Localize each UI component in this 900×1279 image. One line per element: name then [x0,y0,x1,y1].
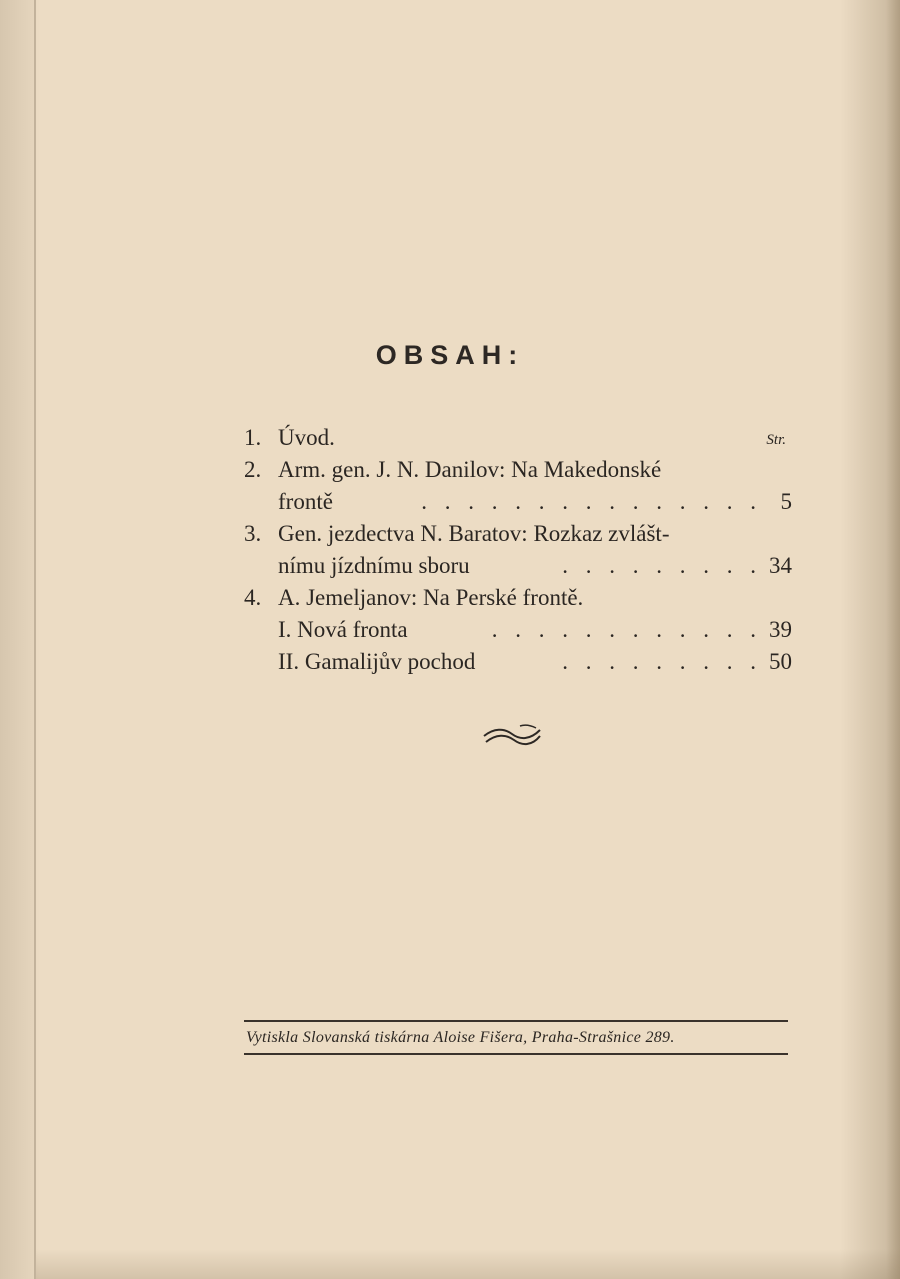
entry-title: A. Jemeljanov: Na Perské frontě. [278,585,584,610]
entry-number: 3. [244,521,262,546]
gutter-shadow [0,0,36,1279]
page-edge [886,0,900,1279]
tilde-flourish-icon [480,720,544,752]
toc-entry-4[interactable] [244,582,792,614]
page-column-label: Str. [766,432,786,448]
entry-title: Gen. jezdectva N. Baratov: Rozkaz zvlášt- [278,521,670,546]
page-number: 5 [780,489,792,514]
dot-leader: . . . . . . . . . 34 [562,550,792,582]
entry-number: 1. [244,425,262,450]
dot-leader: . . . . . . . . . 50 [562,646,792,678]
entry-title-cont: nímu jízdnímu sboru [278,553,470,578]
dot-leader: . . . . . . . . . . . . . . . 5 [421,486,792,518]
page-number: 39 [769,617,792,642]
toc-entry-3[interactable] [244,518,792,550]
binding-fold [34,0,36,1279]
toc-subentry-1[interactable] [244,614,792,646]
bottom-rule [244,1053,788,1055]
page-title: OBSAH: [375,340,525,370]
page-number: 50 [769,649,792,674]
entry-number: 4. [244,585,262,610]
table-of-contents [244,422,792,678]
toc-entry-3-cont[interactable] [244,550,792,582]
entry-number: 2. [244,457,262,482]
imprint-text: Vytiskla Slovanská tiskárna Aloise Fišera, Praha-Strašnice 289. [246,1029,675,1046]
entry-title: Arm. gen. J. N. Danilov: Na Makedonské [278,457,662,482]
page-number: 34 [769,553,792,578]
entry-title-cont: frontě [278,489,333,514]
toc-subentry-2[interactable] [244,646,792,678]
toc-entry-2[interactable] [244,454,792,486]
entry-title: I. Nová fronta [278,617,408,642]
entry-title: II. Gamalijův pochod [278,649,476,674]
entry-title: Úvod. [278,425,335,450]
toc-entry-1[interactable] [244,422,792,454]
dot-leader: . . . . . . . . . . . . 39 [492,614,792,646]
printer-imprint [244,1020,788,1055]
toc-entry-2-cont[interactable] [244,486,792,518]
